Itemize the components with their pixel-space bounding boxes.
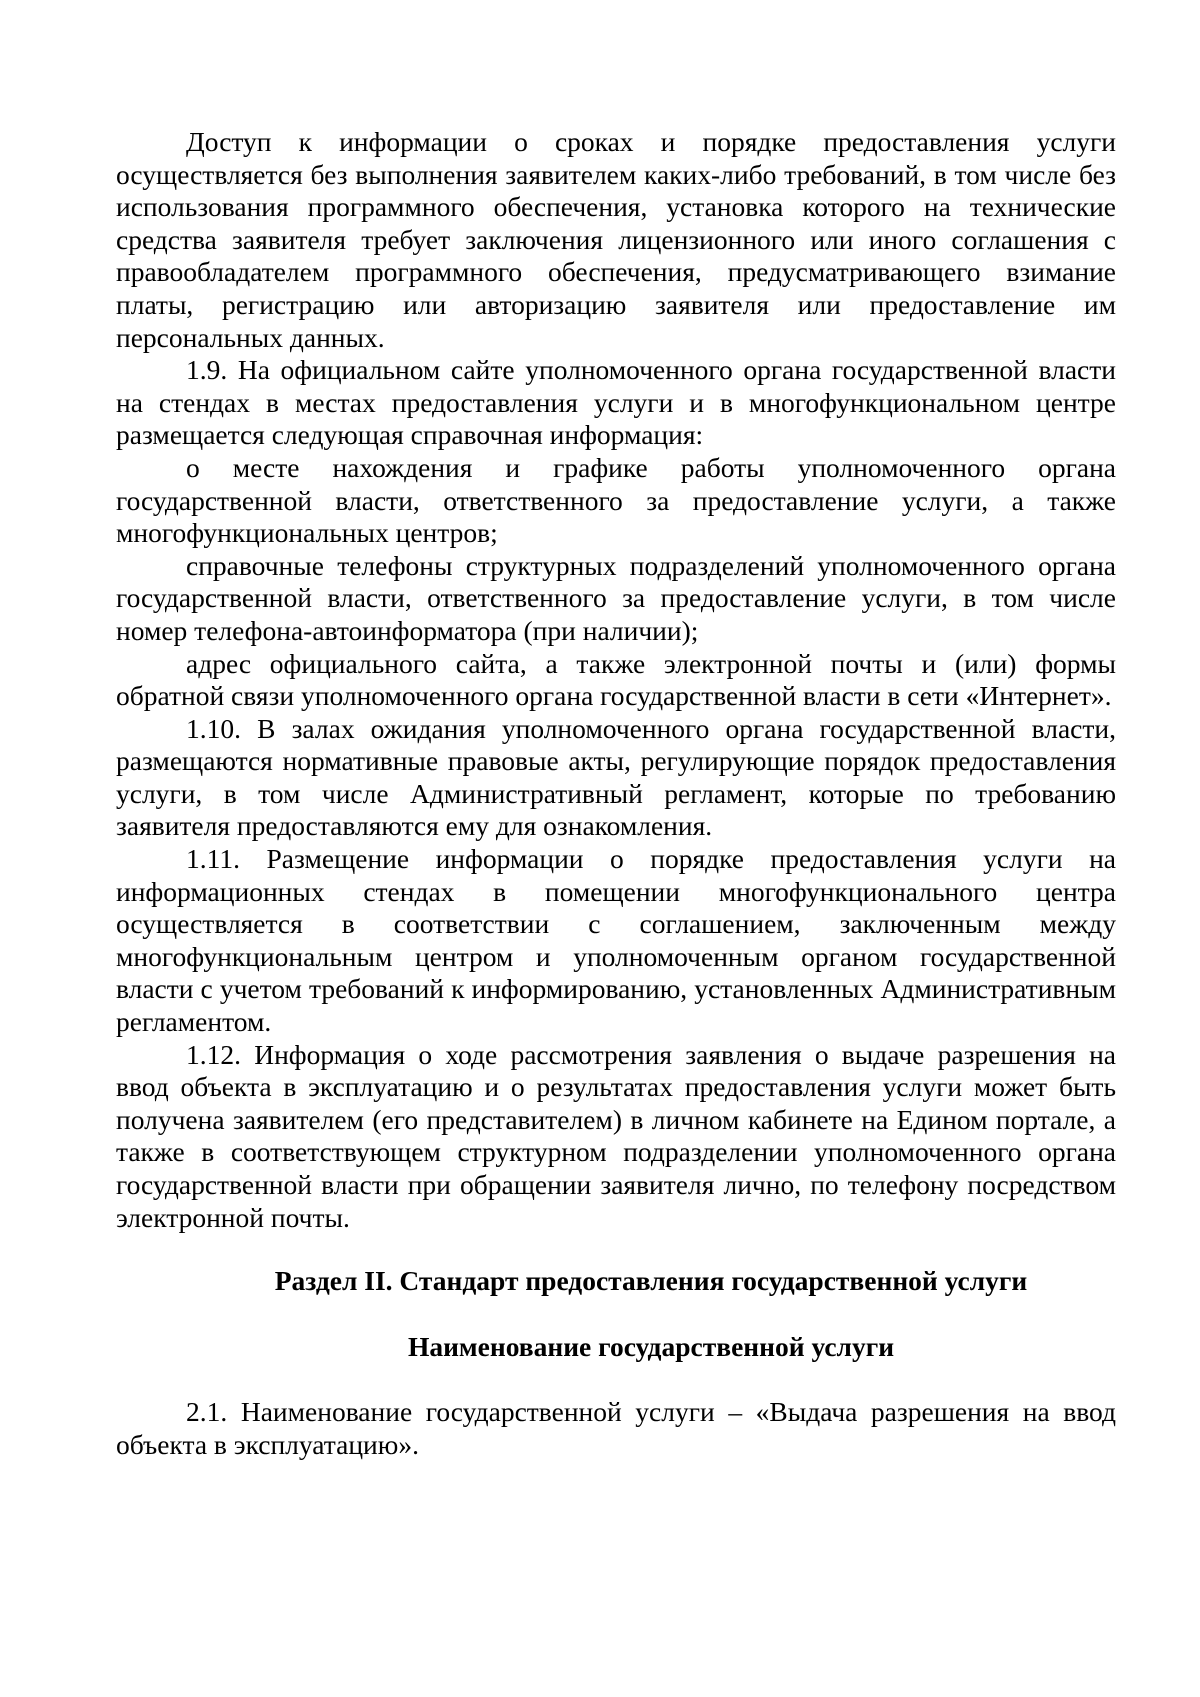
paragraph-1-12: 1.12. Информация о ходе рассмотрения заявления о выдаче разрешения на ввод объекта в эксплуатацию и о результатах предоставления услуги может быть получена заявителем (его представителем) в личном кабинете на Едином портале, а также в соответствующем структурном подразделении уполномоченного органа государственной власти при обращении заявителя лично, по телефону посредством электронной почты. — [116, 1038, 1116, 1233]
paragraph-access-info: Доступ к информации о сроках и порядке предоставления услуги осуществляется без выполнения заявителем каких-либо требований, в том числе без использования программного обеспечения, установка которого на технические средства заявителя требует заключения лицензионного или иного соглашения с правообладателем программного обеспечения, предусматривающего взимание платы, регистрацию или авторизацию заявителя или предоставление им персональных данных. — [116, 126, 1116, 353]
subsection-heading: Наименование государственной услуги — [407, 1330, 895, 1362]
section-heading: Раздел II. Стандарт предоставления государственной услуги — [274, 1265, 1028, 1297]
document-body — [116, 126, 1116, 1462]
paragraph-1-11: 1.11. Размещение информации о порядке предоставления услуги на информационных стендах в помещении многофункционального центра осуществляется в соответствии с соглашением, заключенным между многофункциональным центром и уполномоченным органом государственной власти с учетом требований к информированию, установленных Административным регламентом. — [116, 843, 1116, 1038]
paragraph-1-9: 1.9. На официальном сайте уполномоченного органа государственной власти на стендах в местах предоставления услуги и в многофункциональном центре размещается следующая справочная информация: — [116, 354, 1116, 451]
paragraph-phones: справочные телефоны структурных подразделений уполномоченного органа государственной власти, ответственного за предоставление услуги, в том числе номер телефона-автоинформатора (при наличии); — [116, 549, 1116, 646]
paragraph-1-10: 1.10. В залах ожидания уполномоченного органа государственной власти, размещаются нормативные правовые акты, регулирующие порядок предоставления услуги, в том числе Административный регламент, которые по требованию заявителя предоставляются ему для ознакомления. — [116, 712, 1116, 842]
paragraph-2-1: 2.1. Наименование государственной услуги – «Выдача разрешения на ввод объекта в эксплуатацию». — [116, 1396, 1116, 1460]
paragraph-location-schedule: о месте нахождения и графике работы уполномоченного органа государственной власти, ответственного за предоставление услуги, а также многофункциональных центров; — [116, 451, 1116, 549]
paragraph-website-address: адрес официального сайта, а также электронной почты и (или) формы обратной связи уполномоченного органа государственной власти в сети «Интернет». — [116, 647, 1116, 712]
